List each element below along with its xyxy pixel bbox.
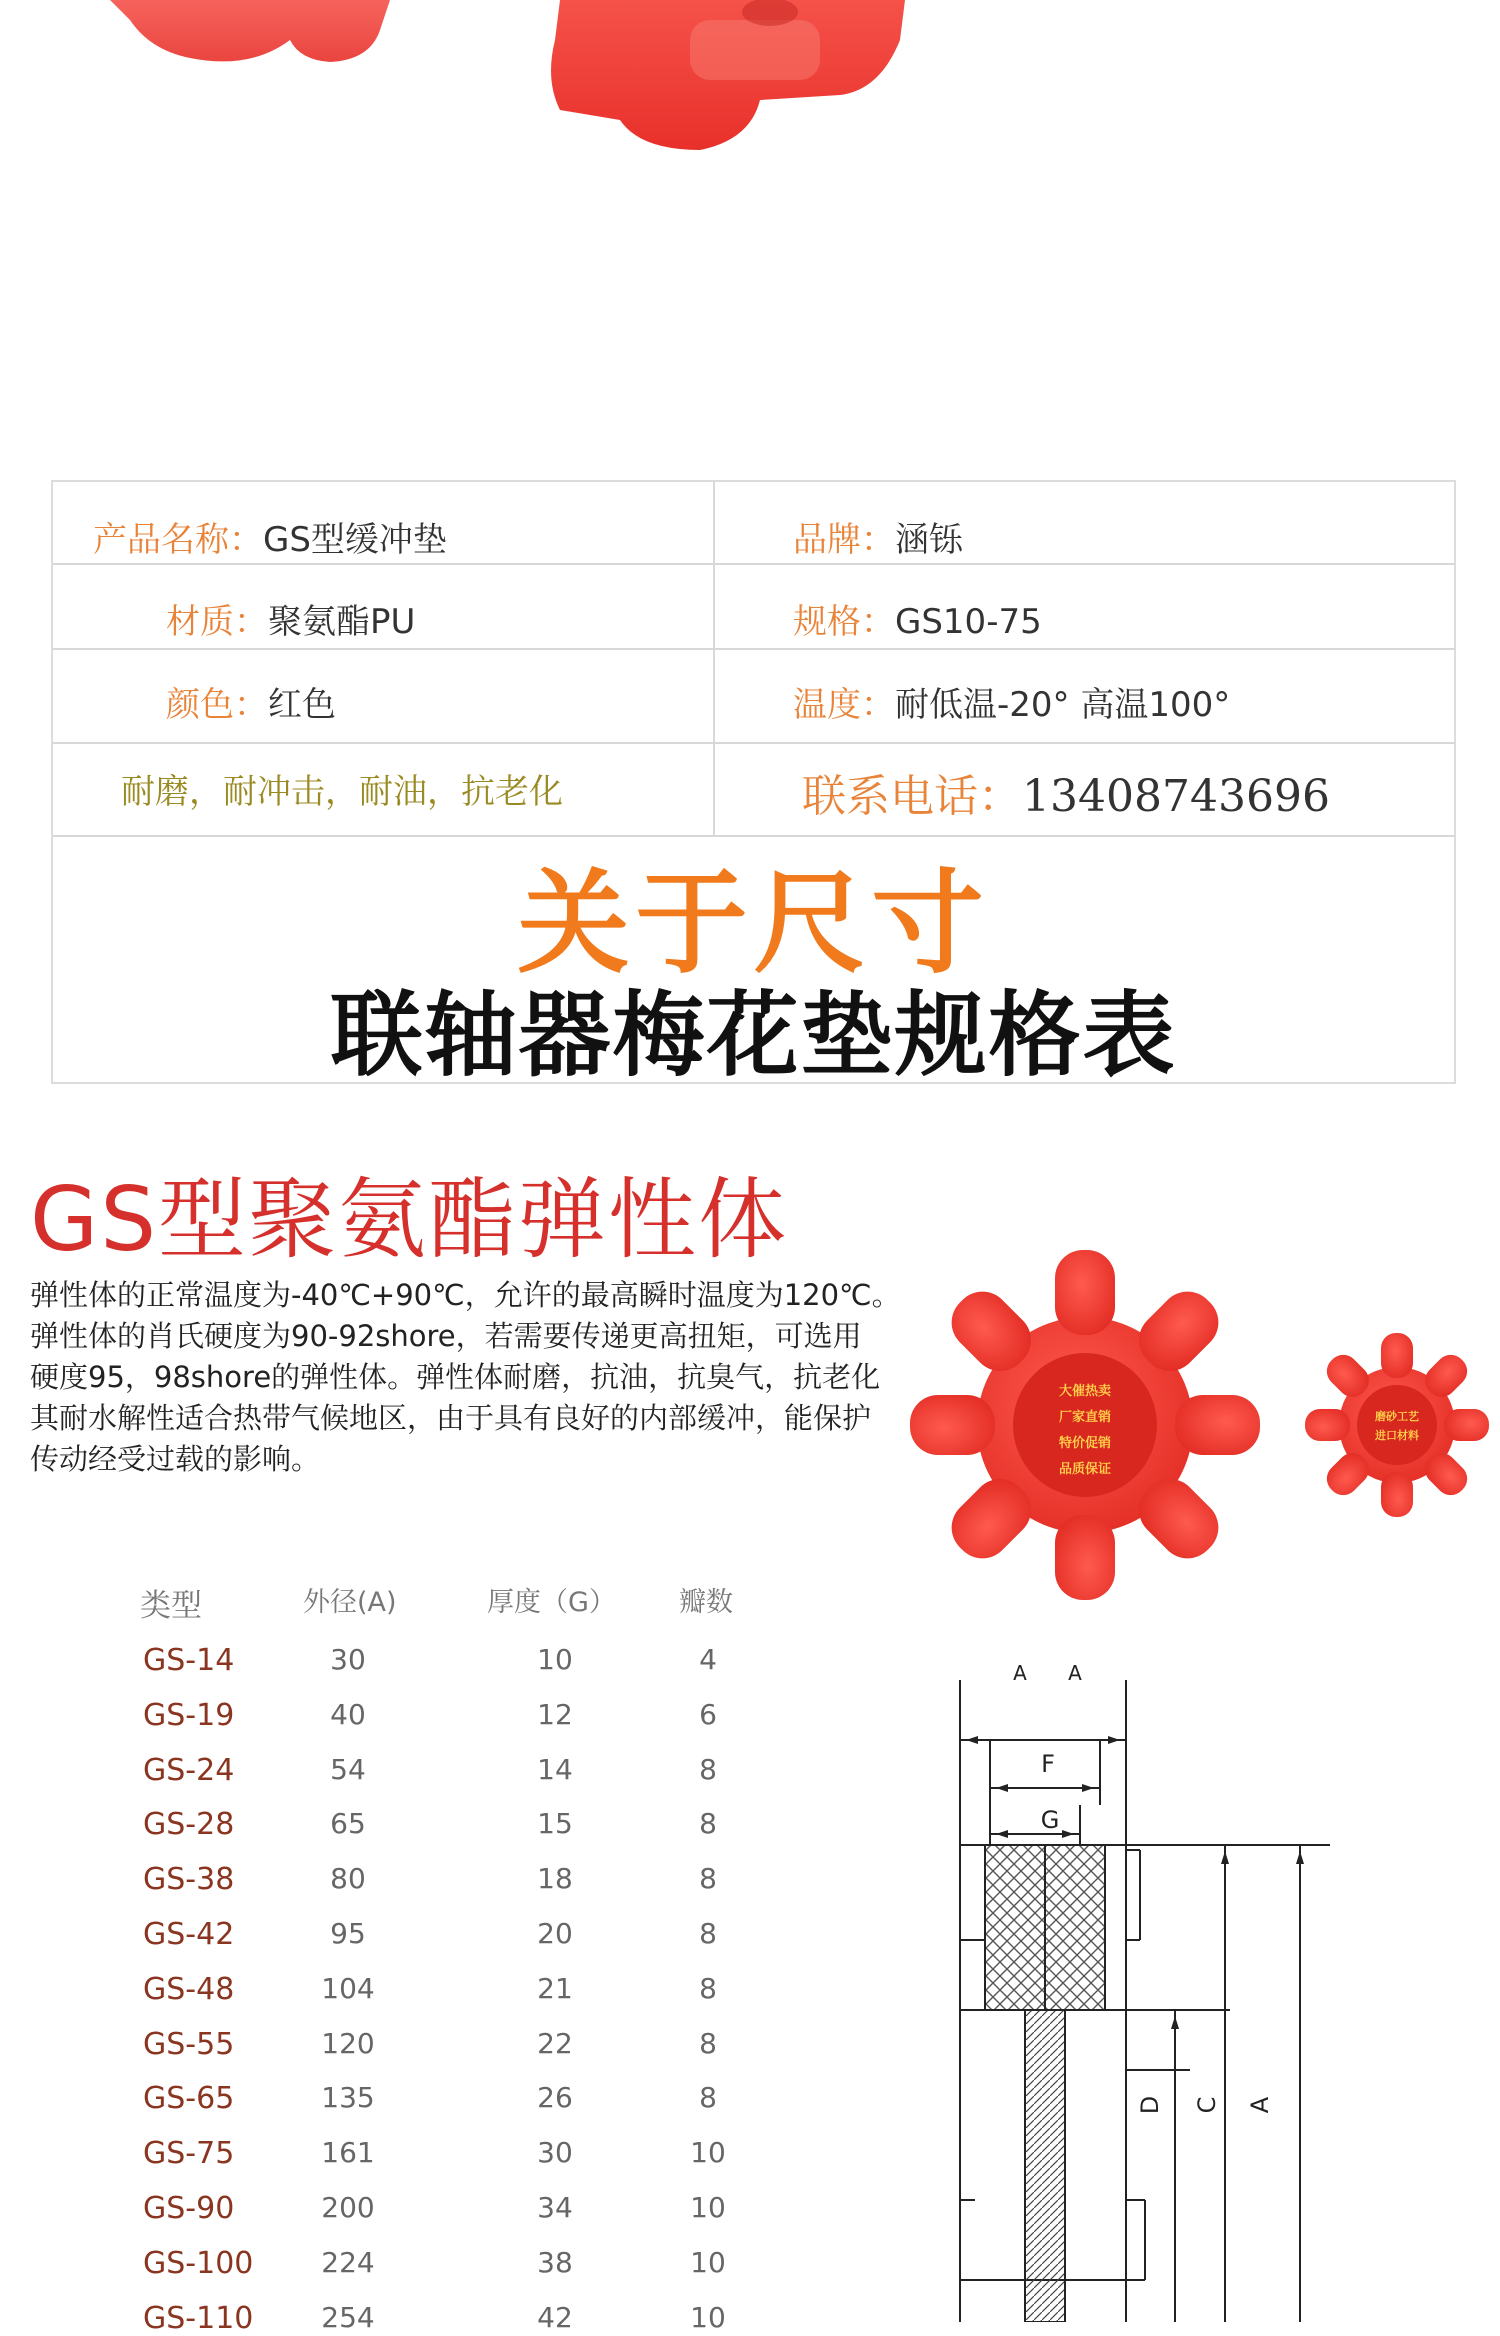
cell-outer-diameter: 254: [321, 2300, 375, 2334]
cell-petals: 8: [699, 2026, 717, 2060]
cell-thickness: 42: [537, 2300, 573, 2334]
cell-outer-diameter: 104: [321, 1971, 375, 2005]
diagram-label-g: G: [1040, 1806, 1060, 1834]
cell-thickness: 38: [537, 2245, 573, 2279]
gs-desc-line: 弹性体的肖氏硬度为90-92shore，若需要传递更高扭矩，可选用: [30, 1319, 862, 1353]
cell-thickness: 22: [537, 2026, 573, 2060]
spec-material-value: 聚氨酯PU: [268, 602, 416, 642]
cell-thickness: 15: [537, 1807, 573, 1841]
cell-outer-diameter: 40: [330, 1697, 366, 1731]
badge-small-line: 磨砂工艺: [1375, 1410, 1419, 1423]
spec-color: [166, 677, 336, 726]
cell-type: GS-55: [143, 2026, 235, 2062]
cell-thickness: 10: [537, 1643, 573, 1676]
spec-size-value: GS10-75: [895, 602, 1042, 642]
size-section-title: 关于尺寸: [517, 859, 990, 989]
cell-thickness: 14: [537, 1752, 573, 1786]
spec-temp: [793, 677, 1230, 726]
th-outer-diameter: 外径(A): [303, 1587, 397, 1618]
cell-type: GS-65: [143, 2081, 235, 2117]
cell-type: GS-42: [143, 1917, 235, 1952]
cell-type: GS-75: [143, 2136, 235, 2172]
th-petals: 瓣数: [679, 1587, 733, 1618]
cell-outer-diameter: 54: [330, 1752, 366, 1786]
diagram-label-a2: A: [1068, 1661, 1082, 1685]
spec-brand-value: 涵铄: [895, 520, 963, 560]
cell-type: GS-14: [143, 1643, 235, 1678]
badge-big-line: 厂家直销: [1058, 1410, 1112, 1425]
spec-color-value: 红色: [268, 685, 336, 725]
gs-heading: GS型聚氨酯弹性体: [30, 1168, 789, 1271]
size-section-subtitle: 联轴器梅花垫规格表: [330, 982, 1177, 1089]
cell-outer-diameter: 161: [321, 2136, 375, 2170]
product-photo-stars: [910, 1240, 1500, 1600]
spec-temp-value: 耐低温-20° 高温100°: [895, 685, 1231, 725]
cell-thickness: 34: [537, 2191, 573, 2224]
gs-description: [30, 1275, 910, 1480]
cell-thickness: 21: [537, 1971, 573, 2005]
cell-type: GS-24: [143, 1752, 235, 1788]
product-photo-top: [0, 0, 1500, 160]
diagram-label-a3: A: [1246, 2096, 1274, 2114]
cell-outer-diameter: 120: [321, 2026, 375, 2060]
spec-name-label: 产品名称：: [93, 520, 263, 560]
cell-type: GS-48: [143, 1971, 235, 2007]
spec-phone: [802, 760, 1330, 824]
cell-petals: 10: [690, 2136, 726, 2170]
spec-size: [793, 594, 1042, 643]
badge-big-line: 品质保证: [1058, 1462, 1112, 1477]
spec-size-label: 规格：: [793, 602, 895, 642]
cell-thickness: 12: [537, 1697, 573, 1731]
diagram-label-d: D: [1136, 2095, 1164, 2115]
cell-petals: 4: [699, 1643, 717, 1676]
cell-petals: 8: [699, 1752, 717, 1786]
cell-outer-diameter: 200: [321, 2191, 375, 2224]
diagram-label-c: C: [1193, 2096, 1221, 2114]
spec-brand-label: 品牌：: [793, 520, 895, 560]
cell-type: GS-28: [143, 1807, 235, 1843]
cell-thickness: 30: [537, 2136, 573, 2170]
spec-phone-label: 联系电话：: [802, 771, 1022, 822]
spec-material-label: 材质：: [166, 602, 268, 642]
gs-desc-line: 硬度95，98shore的弹性体。弹性体耐磨，抗油，抗臭气，抗老化: [30, 1360, 881, 1394]
spec-features: 耐磨，耐冲击，耐油，抗老化: [121, 772, 563, 812]
cell-petals: 8: [699, 1917, 717, 1950]
cell-petals: 8: [699, 1862, 717, 1896]
gs-desc-line: 其耐水解性适合热带气候地区，由于具有良好的内部缓冲，能保护: [30, 1401, 872, 1435]
badge-big-line: 大催热卖: [1058, 1384, 1112, 1399]
badge-small-line: 进口材料: [1375, 1429, 1419, 1442]
spec-temp-label: 温度：: [793, 685, 895, 725]
spec-color-label: 颜色：: [166, 685, 268, 725]
th-thickness: 厚度（G）: [487, 1587, 616, 1618]
spec-brand: [793, 512, 963, 561]
gs-desc-line: 弹性体的正常温度为-40℃+90℃，允许的最高瞬时温度为120℃。: [30, 1278, 901, 1312]
spec-phone-value: 13408743696: [1022, 771, 1330, 822]
cell-outer-diameter: 95: [330, 1917, 366, 1950]
cell-outer-diameter: 135: [321, 2081, 375, 2115]
cell-type: GS-110: [143, 2300, 254, 2336]
cell-petals: 8: [699, 2081, 717, 2115]
spec-table: [51, 480, 1456, 1089]
cell-thickness: 18: [537, 1862, 573, 1896]
cell-petals: 6: [699, 1697, 717, 1731]
spec-material: [166, 594, 415, 643]
badge-big-line: 特价促销: [1058, 1436, 1112, 1451]
cell-petals: 10: [690, 2191, 726, 2224]
cell-type: GS-100: [143, 2245, 254, 2281]
cell-type: GS-90: [143, 2191, 235, 2226]
cell-petals: 10: [690, 2300, 726, 2334]
cell-thickness: 20: [537, 1917, 573, 1950]
cell-type: GS-38: [143, 1862, 235, 1898]
cell-petals: 10: [690, 2245, 726, 2279]
cell-thickness: 26: [537, 2081, 573, 2115]
spec-name-value: GS型缓冲垫: [263, 520, 447, 560]
cell-petals: 8: [699, 1807, 717, 1841]
diagram-label-f: F: [1041, 1750, 1055, 1778]
cell-outer-diameter: 224: [321, 2245, 375, 2279]
cell-outer-diameter: 30: [330, 1643, 366, 1676]
dimension-diagram: [930, 1640, 1390, 2322]
cell-petals: 8: [699, 1971, 717, 2005]
th-type: 类型: [140, 1588, 202, 1624]
cell-outer-diameter: 80: [330, 1862, 366, 1896]
cell-type: GS-19: [143, 1697, 235, 1733]
diagram-label-a1: A: [1013, 1661, 1027, 1685]
cell-outer-diameter: 65: [330, 1807, 366, 1841]
gs-desc-line: 传动经受过载的影响。: [30, 1442, 321, 1476]
spec-name: [93, 512, 447, 561]
